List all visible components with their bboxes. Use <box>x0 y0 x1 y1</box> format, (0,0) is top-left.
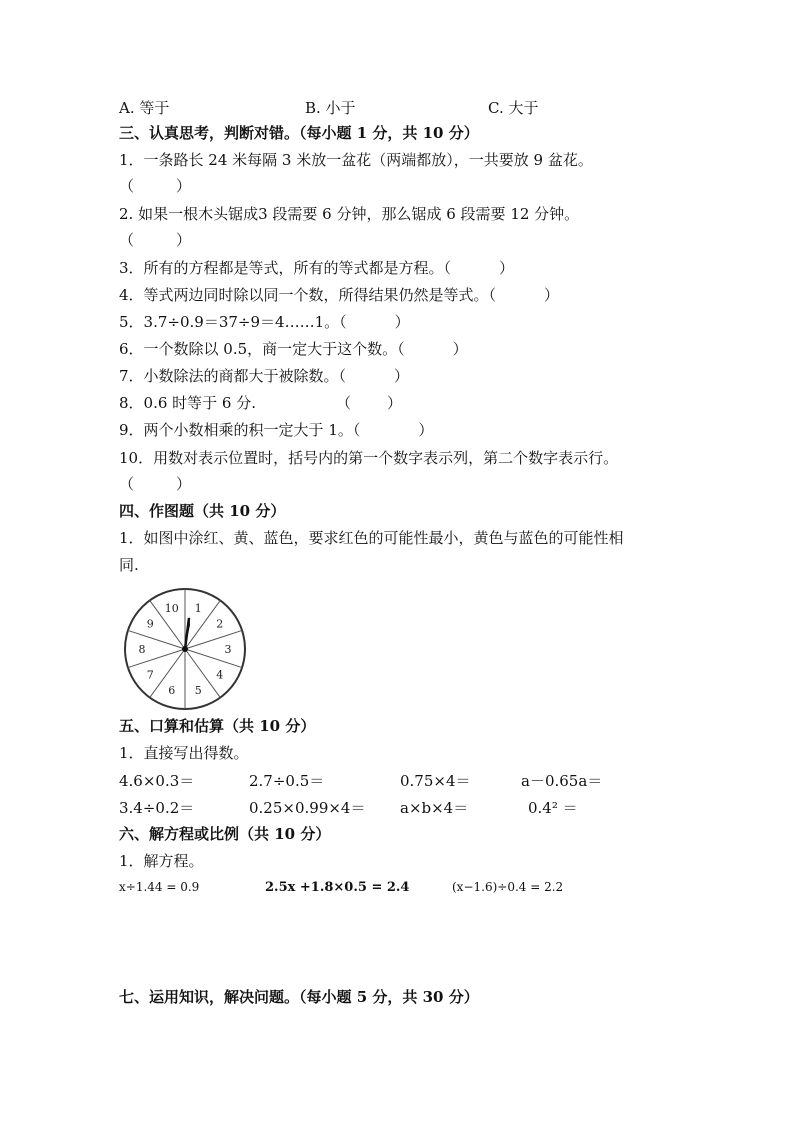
s3-item-2: 2. 如果一根木头锯成3 段需要 6 分钟，那么锯成 6 段需要 12 分钟。 <box>119 205 580 223</box>
s4-q1-line1: 1．如图中涂红、黄、蓝色，要求红色的可能性最小，黄色与蓝色的可能性相 <box>119 529 624 547</box>
wheel-label: 3 <box>224 643 232 656</box>
spinner-wheel <box>123 587 247 711</box>
equation-2: 2.5x +1.8×0.5 = 2.4 <box>265 880 410 895</box>
wheel-label: 5 <box>194 683 202 697</box>
wheel-spoke <box>128 630 185 649</box>
wheel-spoke <box>128 649 185 668</box>
wheel-spoke <box>185 600 220 649</box>
section3-heading: 三、认真思考，判断对错。（每小题 1 分，共 10 分） <box>119 124 479 142</box>
wheel-center <box>182 646 188 652</box>
calc-r2-c4: 0.4² ＝ <box>528 799 578 817</box>
s4-q1-line2: 同. <box>119 556 139 574</box>
wheel-spoke <box>185 649 220 698</box>
s3-item-3: 3．所有的方程都是等式，所有的等式都是方程。（ ） <box>119 259 515 277</box>
s3-item-9: 9．两个小数相乘的积一定大于 1。（ ） <box>119 421 434 439</box>
s3-item-1-answer: （ ） <box>119 177 192 195</box>
section6-heading: 六、解方程或比例（共 10 分） <box>119 825 331 843</box>
calc-r1-c2: 2.7÷0.5＝ <box>249 772 325 790</box>
calc-r2-c2: 0.25×0.99×4＝ <box>249 799 366 817</box>
s3-item-10: 10．用数对表示位置时，括号内的第一个数字表示列，第二个数字表示行。 <box>119 449 619 467</box>
wheel-label: 2 <box>216 617 224 631</box>
calc-r2-c1: 3.4÷0.2＝ <box>119 799 195 817</box>
wheel-label: 9 <box>146 617 154 631</box>
s3-item-1: 1．一条路长 24 米每隔 3 米放一盆花（两端都放），一共要放 9 盆花。 <box>119 151 593 169</box>
calc-r2-c3: a×b×4＝ <box>400 799 469 817</box>
wheel-label: 10 <box>164 602 179 616</box>
s3-item-5: 5．3.7÷0.9＝37÷9＝4……1。（ ） <box>119 313 410 331</box>
section5-heading: 五、口算和估算（共 10 分） <box>119 717 316 735</box>
s3-item-6: 6．一个数除以 0.5，商一定大于这个数。（ ） <box>119 340 468 358</box>
section7-heading: 七、运用知识，解决问题。（每小题 5 分，共 30 分） <box>119 988 479 1006</box>
s5-q1: 1．直接写出得数。 <box>119 744 249 762</box>
wheel-label: 8 <box>138 643 146 656</box>
choice-a: A. 等于 <box>119 99 170 117</box>
wheel-label: 4 <box>216 668 224 682</box>
s3-item-4: 4．等式两边同时除以同一个数，所得结果仍然是等式。（ ） <box>119 286 560 304</box>
equation-1: x÷1.44 = 0.9 <box>119 880 200 894</box>
s6-q1: 1．解方程。 <box>119 852 204 870</box>
s3-item-8: 8．0.6 时等于 6 分. （ ） <box>119 394 403 412</box>
s3-item-10-answer: （ ） <box>119 475 192 493</box>
calc-r1-c1: 4.6×0.3＝ <box>119 772 195 790</box>
wheel-label: 6 <box>168 683 176 697</box>
choice-b: B. 小于 <box>305 99 356 117</box>
s3-item-2-answer: （ ） <box>119 231 192 249</box>
s3-item-7: 7．小数除法的商都大于被除数。（ ） <box>119 367 410 385</box>
wheel-spoke <box>185 630 242 649</box>
wheel-label: 7 <box>146 668 154 682</box>
calc-r1-c4: a－0.65a＝ <box>521 772 603 790</box>
equation-3: (x−1.6)÷0.4 = 2.2 <box>452 880 564 894</box>
section4-heading: 四、作图题（共 10 分） <box>119 502 286 520</box>
wheel-spoke <box>185 649 242 668</box>
wheel-label: 1 <box>194 602 202 616</box>
choice-c: C. 大于 <box>488 99 539 117</box>
calc-r1-c3: 0.75×4＝ <box>400 772 471 790</box>
